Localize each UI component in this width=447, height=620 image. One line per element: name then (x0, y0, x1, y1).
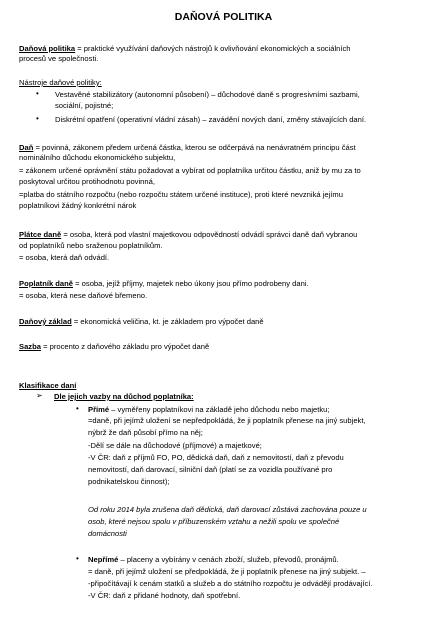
neprime-line3: -připočítávají k cenám statků a služeb a do státního rozpočtu je odvádějí prodávající. (88, 579, 373, 588)
neprime-line4: -V ČR: daň z přidané hodnoty, daň spotřební. (88, 591, 241, 600)
sazba-def: Sazba = procento z daňového základu pro výpočet daně (19, 342, 210, 351)
platce-term: Plátce daně (19, 230, 62, 239)
prime-line5: -V ČR: daň z příjmů FO, PO, dědická daň, daň z nemovitostí, daň z převodu (88, 453, 344, 462)
politika-def-line1 (19, 44, 427, 54)
zaklad-def: Daňový základ = ekonomická veličina, kt. je základem pro výpočet daně (19, 317, 264, 326)
prime-term: Přímé (88, 405, 110, 414)
politika-term: Daňová politika (19, 44, 76, 53)
dan-def-line4: poskytoval určitou protihodnotu povinná, (19, 177, 155, 186)
prime-note-line1: Od roku 2014 byla zrušena daň dědická, daň darovací zůstává zachována pouze u (88, 505, 367, 514)
prime-note-line3: domácnosti (88, 529, 127, 538)
politika-def-text: = praktické využívání daňových nástrojů k ovlivňování ekonomických a sociálních (75, 44, 351, 53)
prime-line2: =daně, při jejímž uložení se nepředpokládá, že ji poplatník přenese na jiný subjekt, (88, 416, 366, 425)
neprime-term: Nepřímé (88, 555, 119, 564)
klasifikace-heading: Klasifikace daní (19, 381, 77, 390)
prime-line3: nýbrž že daň působí přímo na něj; (88, 428, 203, 437)
prime-line7: podnikatelskou činnost); (88, 477, 170, 486)
platce-def-line1: Plátce daně = osoba, která pod vlastní majetkovou odpovědností odvádí správci daně daň vybranou (19, 230, 358, 239)
dan-def-line5: =platba do státního rozpočtu (nebo rozpočtu státem určené instituce), proti které nevzniká jejímu (19, 190, 343, 199)
platce-def-line2: od poplatníků nebo sraženou poplatníkům. (19, 241, 163, 250)
sazba-term: Sazba (19, 342, 41, 351)
poplatnik-def-line2: = osoba, která nese daňové břemeno. (19, 291, 148, 300)
klasifikace-subheading: Dle jejich vazby na důchod poplatníka: (54, 392, 194, 401)
nastroje-heading: Nástroje daňové politiky: (19, 78, 102, 87)
nastroje-item-1-line2: sociální, pojistné; (55, 101, 114, 110)
bullet-icon: • (76, 404, 79, 413)
prime-line4: -Dělí se dále na důchodové (příjmové) a majetkové; (88, 441, 262, 450)
nastroje-item-2-line1: Diskrétní opatření (operativní vládní zásah) – zavádění nových daní, změny stávajících daní. (55, 115, 367, 124)
politika-def-line2: procesů ve společnosti. (19, 54, 99, 63)
platce-def-line3: = osoba, která daň odvádí. (19, 253, 110, 262)
prime-note-line2: osob, které nejsou spolu v příbuzenském vztahu a nežili spolu ve společné (88, 517, 340, 526)
page-title: DAŇOVÁ POLITIKA (174, 11, 273, 23)
neprime-line2: = daně, při jejímž uložení se předpokládá, že ji poplatník přenese na jiný subjekt. – (88, 567, 366, 576)
dan-term: Daň (19, 143, 34, 152)
dan-def-line1: Daň = povinná, zákonem předem určená částka, kterou se odčerpává na nenávratném principu část (19, 143, 356, 152)
zaklad-term: Daňový základ (19, 317, 72, 326)
poplatnik-term: Poplatník daně (19, 279, 74, 288)
prime-line1: Přímé – vyměřeny poplatníkovi na základě jeho důchodu nebo majetku; (88, 405, 330, 414)
nastroje-item-1-line1: Vestavěné stabilizátory (autonomní působení) – důchodové daně s progresivními sazbami, (55, 90, 360, 99)
dan-def-line6: poplatníkovi žádný konkrétní nárok (19, 201, 137, 210)
arrow-bullet-icon: ➢ (36, 391, 43, 400)
dan-def-line3: = zákonem určené oprávnění státu požadovat a vybírat od poplatníka určitou částku, aniž by mu za to (19, 166, 361, 175)
bullet-icon: • (36, 89, 39, 98)
poplatnik-def-line1: Poplatník daně = osoba, jejíž příjmy, majetek nebo úkony jsou přímo podrobeny dani. (19, 279, 309, 288)
dan-def-line2: nominálního důchodu ekonomického subjektu, (19, 153, 176, 162)
bullet-icon: • (76, 554, 79, 563)
neprime-line1: Nepřímé – placeny a vybírány v cenách zboží, služeb, převodů, pronájmů. (88, 555, 339, 564)
bullet-icon: • (36, 114, 39, 123)
prime-line6: nemovitostí, daň darovací, silniční daň (platí se za vozidla používané pro (88, 465, 333, 474)
